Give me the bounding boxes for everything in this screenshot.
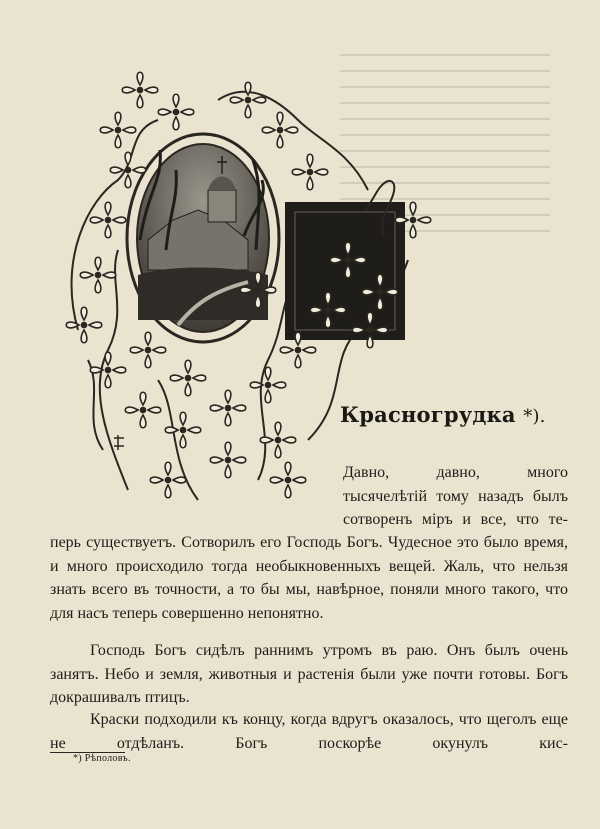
- chapter-title: [340, 402, 546, 427]
- paragraph-1-continued: перь существуетъ. Сотворилъ его Господь Богъ. Чудесное это было время, и много происходило тогда необыкновенныхъ вещей. Жаль, что нельзя знать всего въ точности, а то бы мы, навѣрное, поняли много такого, что для насъ теперь совершенно непонятно.: [50, 534, 568, 622]
- title-footnote-marker: *).: [523, 406, 546, 427]
- floral-frame-illustration: [48, 60, 448, 510]
- footnote: *) Рѣполовъ.: [73, 753, 131, 764]
- title-text: Красногрудка: [340, 402, 516, 427]
- church-vignette: [127, 134, 279, 342]
- paragraph-3: Краски подходили къ концу, когда вдругъ оказалось, что щеголъ еще не отдѣланъ. Богъ поскорѣе окунулъ кис-: [50, 711, 568, 752]
- paragraph-2: Господь Богъ сидѣлъ раннимъ утромъ въ раю. Онъ былъ очень занятъ. Небо и земля, животныя и растенія были уже почти готовы. Богъ докрашивалъ птицъ.: [50, 642, 568, 706]
- paragraph-1-intro: Давно, давно, много тысячелѣтій тому назадъ былъ сотворенъ міръ и все, что те-: [343, 464, 568, 528]
- artist-monogram: [114, 435, 124, 450]
